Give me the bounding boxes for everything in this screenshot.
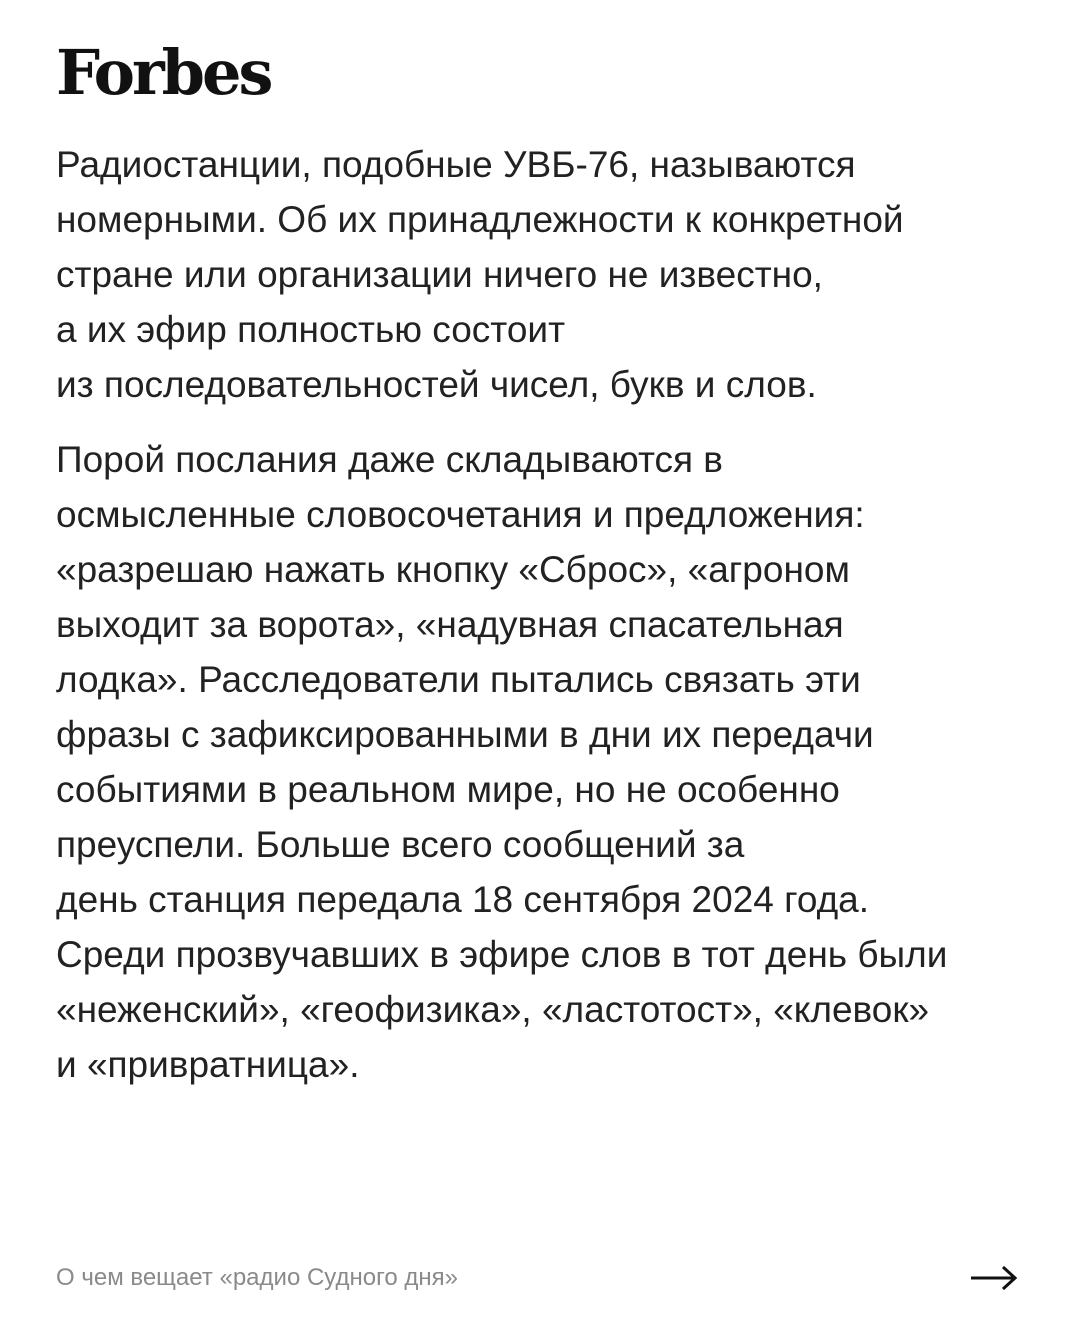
slide-footer (56, 1256, 1020, 1300)
text-line: стране или организации ничего не известно, (56, 254, 823, 295)
forbes-logo: Forbes (56, 36, 271, 109)
text-line: Радиостанции, подобные УВБ-76, называются (56, 144, 856, 185)
article-title: О чем вещает «радио Судного дня» (56, 1264, 458, 1291)
text-line: событиями в реальном мире, но не особенно (56, 769, 840, 810)
text-line: лодка». Расследователи пытались связать эти (56, 659, 861, 700)
text-line: Порой послания даже складываются в (56, 439, 723, 480)
text-line: выходит за ворота», «надувная спасательная (56, 604, 844, 645)
text-line: день станция передала 18 сентября 2024 года. (56, 879, 870, 920)
paragraph-1 (56, 137, 1036, 412)
text-line: Среди прозвучавших в эфире слов в тот день были (56, 934, 948, 975)
text-line: и «привратница». (56, 1044, 360, 1085)
text-line: «разрешаю нажать кнопку «Сброс», «агроном (56, 549, 850, 590)
text-line: осмысленные словосочетания и предложения: (56, 494, 865, 535)
text-line: из последовательностей чисел, букв и слов. (56, 364, 817, 405)
text-line: номерными. Об их принадлежности к конкретной (56, 199, 904, 240)
text-line: «неженский», «геофизика», «ластотост», «клевок» (56, 989, 930, 1030)
paragraph-2 (56, 432, 1036, 1092)
text-line: а их эфир полностью состоит (56, 309, 566, 350)
text-line: фразы с зафиксированными в дни их передачи (56, 714, 874, 755)
text-line: преуспели. Больше всего сообщений за (56, 824, 745, 865)
article-body (56, 137, 1036, 1112)
arrow-right-icon[interactable] (968, 1262, 1020, 1294)
